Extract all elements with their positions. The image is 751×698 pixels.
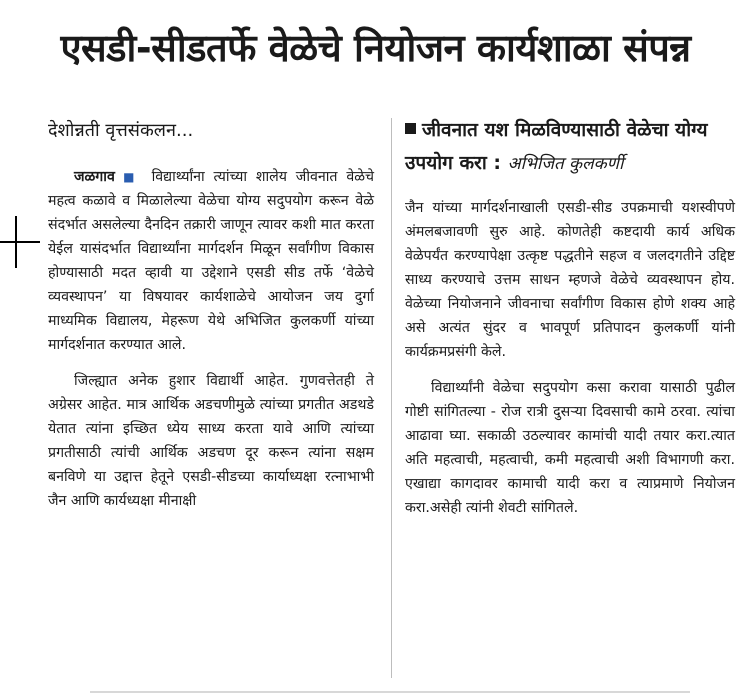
- left-paragraph-2: जिल्ह्यात अनेक हुशार विद्यार्थी आहेत. गुणवत्तेतही ते अग्रेसर आहेत. मात्र आर्थिक अडचणीमुळे त्यांच्या प्रगतीत अडथडे येतात त्यांना इच्छित ध्येय साध्य करता यावे आणि त्यांच्या प्रगतीसाठी त्यांची आर्थिक अडचण दूर करून त्यांना सक्षम बनविणे या उद्दात्त हेतूने एसडी-सीडच्या कार्याध्यक्षा रत्नाभाभी जैन आणि कार्यध्यक्षा मीनाक्षी: [48, 373, 374, 509]
- subhead-author: अभिजित कुलकर्णी: [507, 154, 624, 174]
- subhead-title: जीवनात यश मिळविण्यासाठी वेळेचा योग्य उपयोग करा :: [405, 119, 708, 174]
- right-column: [405, 196, 735, 532]
- column-divider: [391, 118, 392, 678]
- left-column: [48, 165, 374, 525]
- subhead-bullet-icon: [405, 123, 416, 134]
- bottom-rule: [90, 691, 690, 693]
- dateline: जळगाव: [74, 169, 115, 185]
- square-bullet-icon: ■: [118, 170, 139, 184]
- right-paragraph-1: जैन यांच्या मार्गदर्शनाखाली एसडी-सीड उपक्रमाची यशस्वीपणे अंमलबजावणी सुरु आहे. कोणतेही कष्टदायी कार्य अधिक वेळेपर्यंत करण्यापेक्षा उत्कृष्ट पद्धतीने सहज व जलदगतीने उद्दिष्ट साध्य करण्याचे उत्तम साधन म्हणजे वेळेचे व्यवस्थापन होय. वेळेच्या नियोजनाने जीवनाचा सर्वांगीण विकास होणे शक्य आहे असे अत्यंत सुंदर व भावपूर्ण प्रतिपादन कुलकर्णी यांनी कार्यक्रमप्रसंगी केले.: [405, 200, 735, 360]
- left-paragraph-1: [48, 165, 374, 357]
- right-paragraph-2: विद्यार्थ्यांनी वेळेचा सदुपयोग कसा करावा यासाठी पुढील गोष्टी सांगितल्या - रोज रात्री दुसऱ्या दिवसाची कामे ठरवा. त्यांचा आढावा घ्या. सकाळी उठल्यावर कामांची यादी तयार करा.त्यात अति महत्वाची, महत्वाची, कमी महत्वाची अशी विभागणी करा. एखाद्या कागदावर कामाची यादी करा व त्याप्रमाणे नियोजन करा.असेही त्यांनी शेवटी सांगितले.: [405, 380, 735, 516]
- crosshair-horizontal: [0, 241, 40, 243]
- subhead: [405, 114, 745, 181]
- headline: एसडी-सीडतर्फे वेळेचे नियोजन कार्यशाळा संपन्न: [60, 26, 691, 70]
- byline: देशोन्नती वृत्तसंकलन...: [48, 120, 194, 141]
- crosshair-vertical: [15, 216, 17, 268]
- left-paragraph-1-text: विद्यार्थ्यांना त्यांच्या शालेय जीवनात वेळेचे महत्व कळावे व मिळालेल्या वेळेचा योग्य सदुपयोग करून वेळे संदर्भात असलेल्या दैनदिन तक्रारी जाणून त्यावर कशी मात करता येईल यासंदर्भात विद्यार्थ्यांना मार्गदर्शन मिळून सर्वांगीण विकास होण्यासाठी मदत व्हावी या उद्देशाने एसडी सीड तर्फे ‘वेळेचे व्यवस्थापन’ या विषयावर कार्यशाळेचे आयोजन जय दुर्गा माध्यमिक विद्यालय, मेहरूण येथे अभिजित कुलकर्णी यांच्या मार्गदर्शनात करण्यात आले.: [48, 169, 374, 353]
